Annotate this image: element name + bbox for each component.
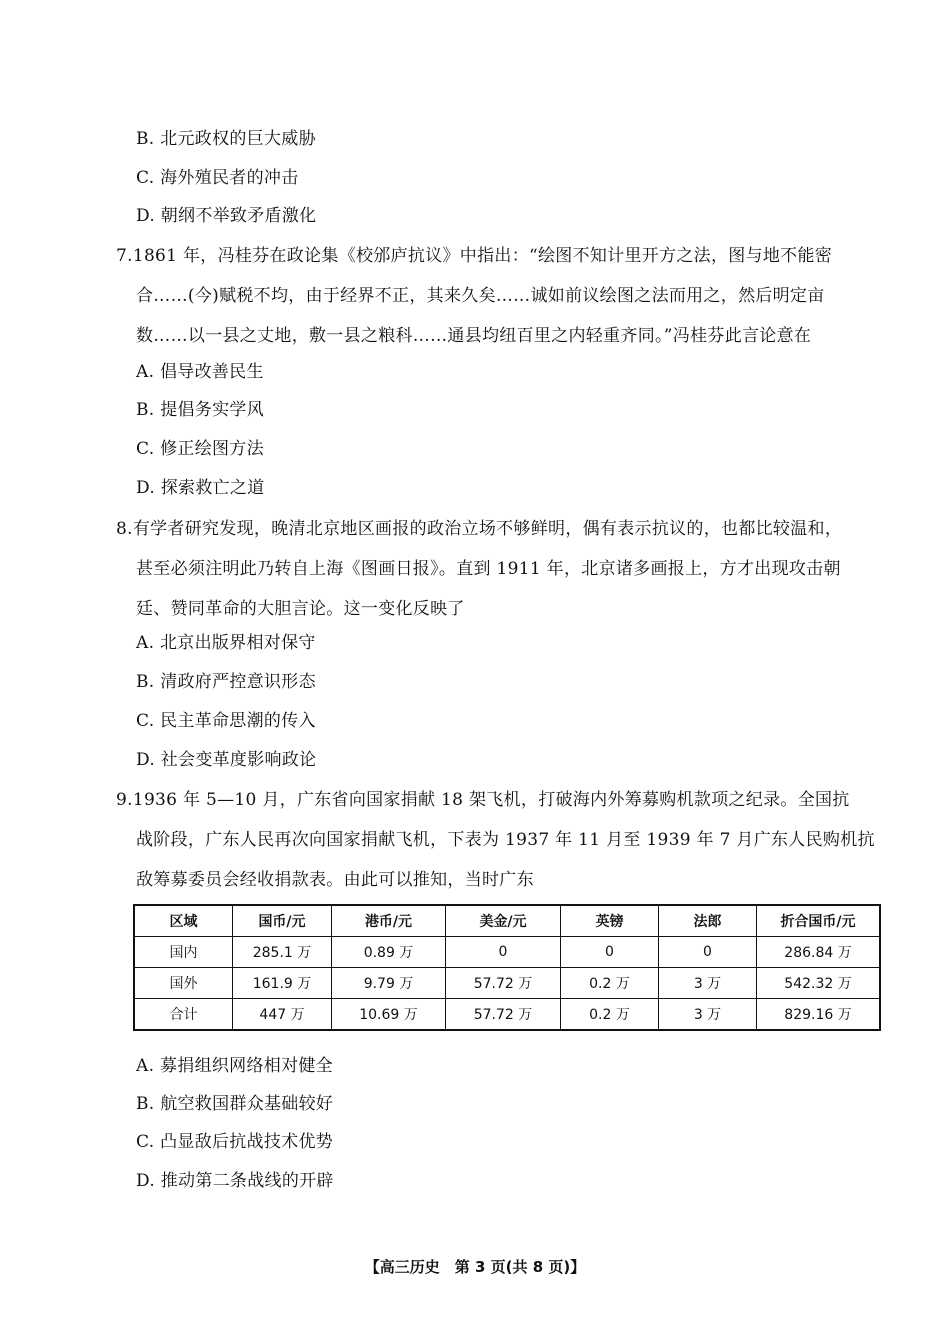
table-header-cell: 折合国币/元	[757, 905, 881, 937]
table-cell: 447 万	[233, 999, 332, 1031]
table-cell: 0.2 万	[561, 968, 659, 999]
q9-option-b: B. 航空救国群众基础较好	[136, 1094, 334, 1114]
table-cell: 3 万	[659, 999, 757, 1031]
table-cell: 3 万	[659, 968, 757, 999]
q8-stem-line-2: 甚至必须注明此乃转自上海《图画日报》。直到 1911 年，北京诸多画报上，方才出现攻击朝	[136, 559, 841, 579]
page-footer: 【高三历史 第 3 页(共 8 页)】	[364, 1258, 586, 1276]
table-cell: 0	[446, 937, 561, 968]
table-cell: 0.89 万	[332, 937, 446, 968]
table-cell: 285.1 万	[233, 937, 332, 968]
table-cell: 合计	[134, 999, 233, 1031]
q6-option-d: D. 朝纲不举致矛盾激化	[136, 206, 317, 226]
table-cell: 国外	[134, 968, 233, 999]
q8-stem	[116, 509, 886, 629]
q7-stem-line-2: 合……(今)赋税不均，由于经界不正，其来久矣……诚如前议绘图之法而用之，然后明定亩	[136, 286, 825, 306]
table-cell: 161.9 万	[233, 968, 332, 999]
table-cell: 286.84 万	[757, 937, 881, 968]
table-row	[134, 968, 880, 999]
table-header-cell: 英镑	[561, 905, 659, 937]
q7-option-b: B. 提倡务实学风	[136, 400, 264, 420]
q9-stem-line-1: 1936 年 5—10 月，广东省向国家捐献 18 架飞机，打破海内外筹募购机款项之纪录。全国抗	[132, 790, 850, 810]
table-cell: 国内	[134, 937, 233, 968]
table-cell: 9.79 万	[332, 968, 446, 999]
table-header-row	[134, 905, 880, 937]
q7-stem	[116, 236, 886, 356]
table-header-cell: 港币/元	[332, 905, 446, 937]
donation-table	[133, 904, 881, 1031]
q7-option-d: D. 探索救亡之道	[136, 478, 265, 498]
q9-number: 9.	[116, 790, 133, 810]
table-cell: 57.72 万	[446, 999, 561, 1031]
table-cell: 0.2 万	[561, 999, 659, 1031]
table-header-cell: 美金/元	[446, 905, 561, 937]
q7-option-c: C. 修正绘图方法	[136, 439, 264, 459]
table-cell: 829.16 万	[757, 999, 881, 1031]
table-header-cell: 国币/元	[233, 905, 332, 937]
table-cell: 0	[561, 937, 659, 968]
table-cell: 10.69 万	[332, 999, 446, 1031]
q8-option-c: C. 民主革命思潮的传入	[136, 711, 316, 731]
table-header-cell: 法郎	[659, 905, 757, 937]
table-row	[134, 999, 880, 1031]
q9-option-c: C. 凸显敌后抗战技术优势	[136, 1132, 334, 1152]
q9-stem-line-2: 战阶段，广东人民再次向国家捐献飞机，下表为 1937 年 11 月至 1939 年 7 月广东人民购机抗	[136, 830, 875, 850]
q7-number: 7.	[116, 246, 133, 266]
table-row	[134, 937, 880, 968]
q8-number: 8.	[116, 519, 133, 539]
q6-option-b: B. 北元政权的巨大威胁	[136, 129, 316, 149]
table-cell: 57.72 万	[446, 968, 561, 999]
q7-option-a: A. 倡导改善民生	[136, 362, 264, 382]
table-header-cell: 区域	[134, 905, 233, 937]
q7-stem-line-3: 数……以一县之丈地，敷一县之粮科……通县均纽百里之内轻重齐同。”冯桂芬此言论意在	[136, 326, 812, 346]
q9-stem	[116, 780, 886, 900]
q9-option-a: A. 募捐组织网络相对健全	[136, 1056, 333, 1076]
table-cell: 0	[659, 937, 757, 968]
q9-stem-line-3: 敌筹募委员会经收捐款表。由此可以推知，当时广东	[136, 870, 534, 890]
q8-stem-line-3: 廷、赞同革命的大胆言论。这一变化反映了	[136, 599, 465, 619]
q9-option-d: D. 推动第二条战线的开辟	[136, 1171, 334, 1191]
q8-stem-line-1: 有学者研究发现，晚清北京地区画报的政治立场不够鲜明，偶有表示抗议的，也都比较温和，	[132, 519, 843, 539]
q6-option-c: C. 海外殖民者的冲击	[136, 168, 299, 188]
table-cell: 542.32 万	[757, 968, 881, 999]
q8-option-b: B. 清政府严控意识形态	[136, 672, 316, 692]
q7-stem-line-1: 1861 年，冯桂芬在政论集《校邠庐抗议》中指出：“绘图不知计里开方之法，图与地不能密	[132, 246, 833, 266]
q8-option-d: D. 社会变革度影响政论	[136, 750, 317, 770]
q8-option-a: A. 北京出版界相对保守	[136, 633, 316, 653]
